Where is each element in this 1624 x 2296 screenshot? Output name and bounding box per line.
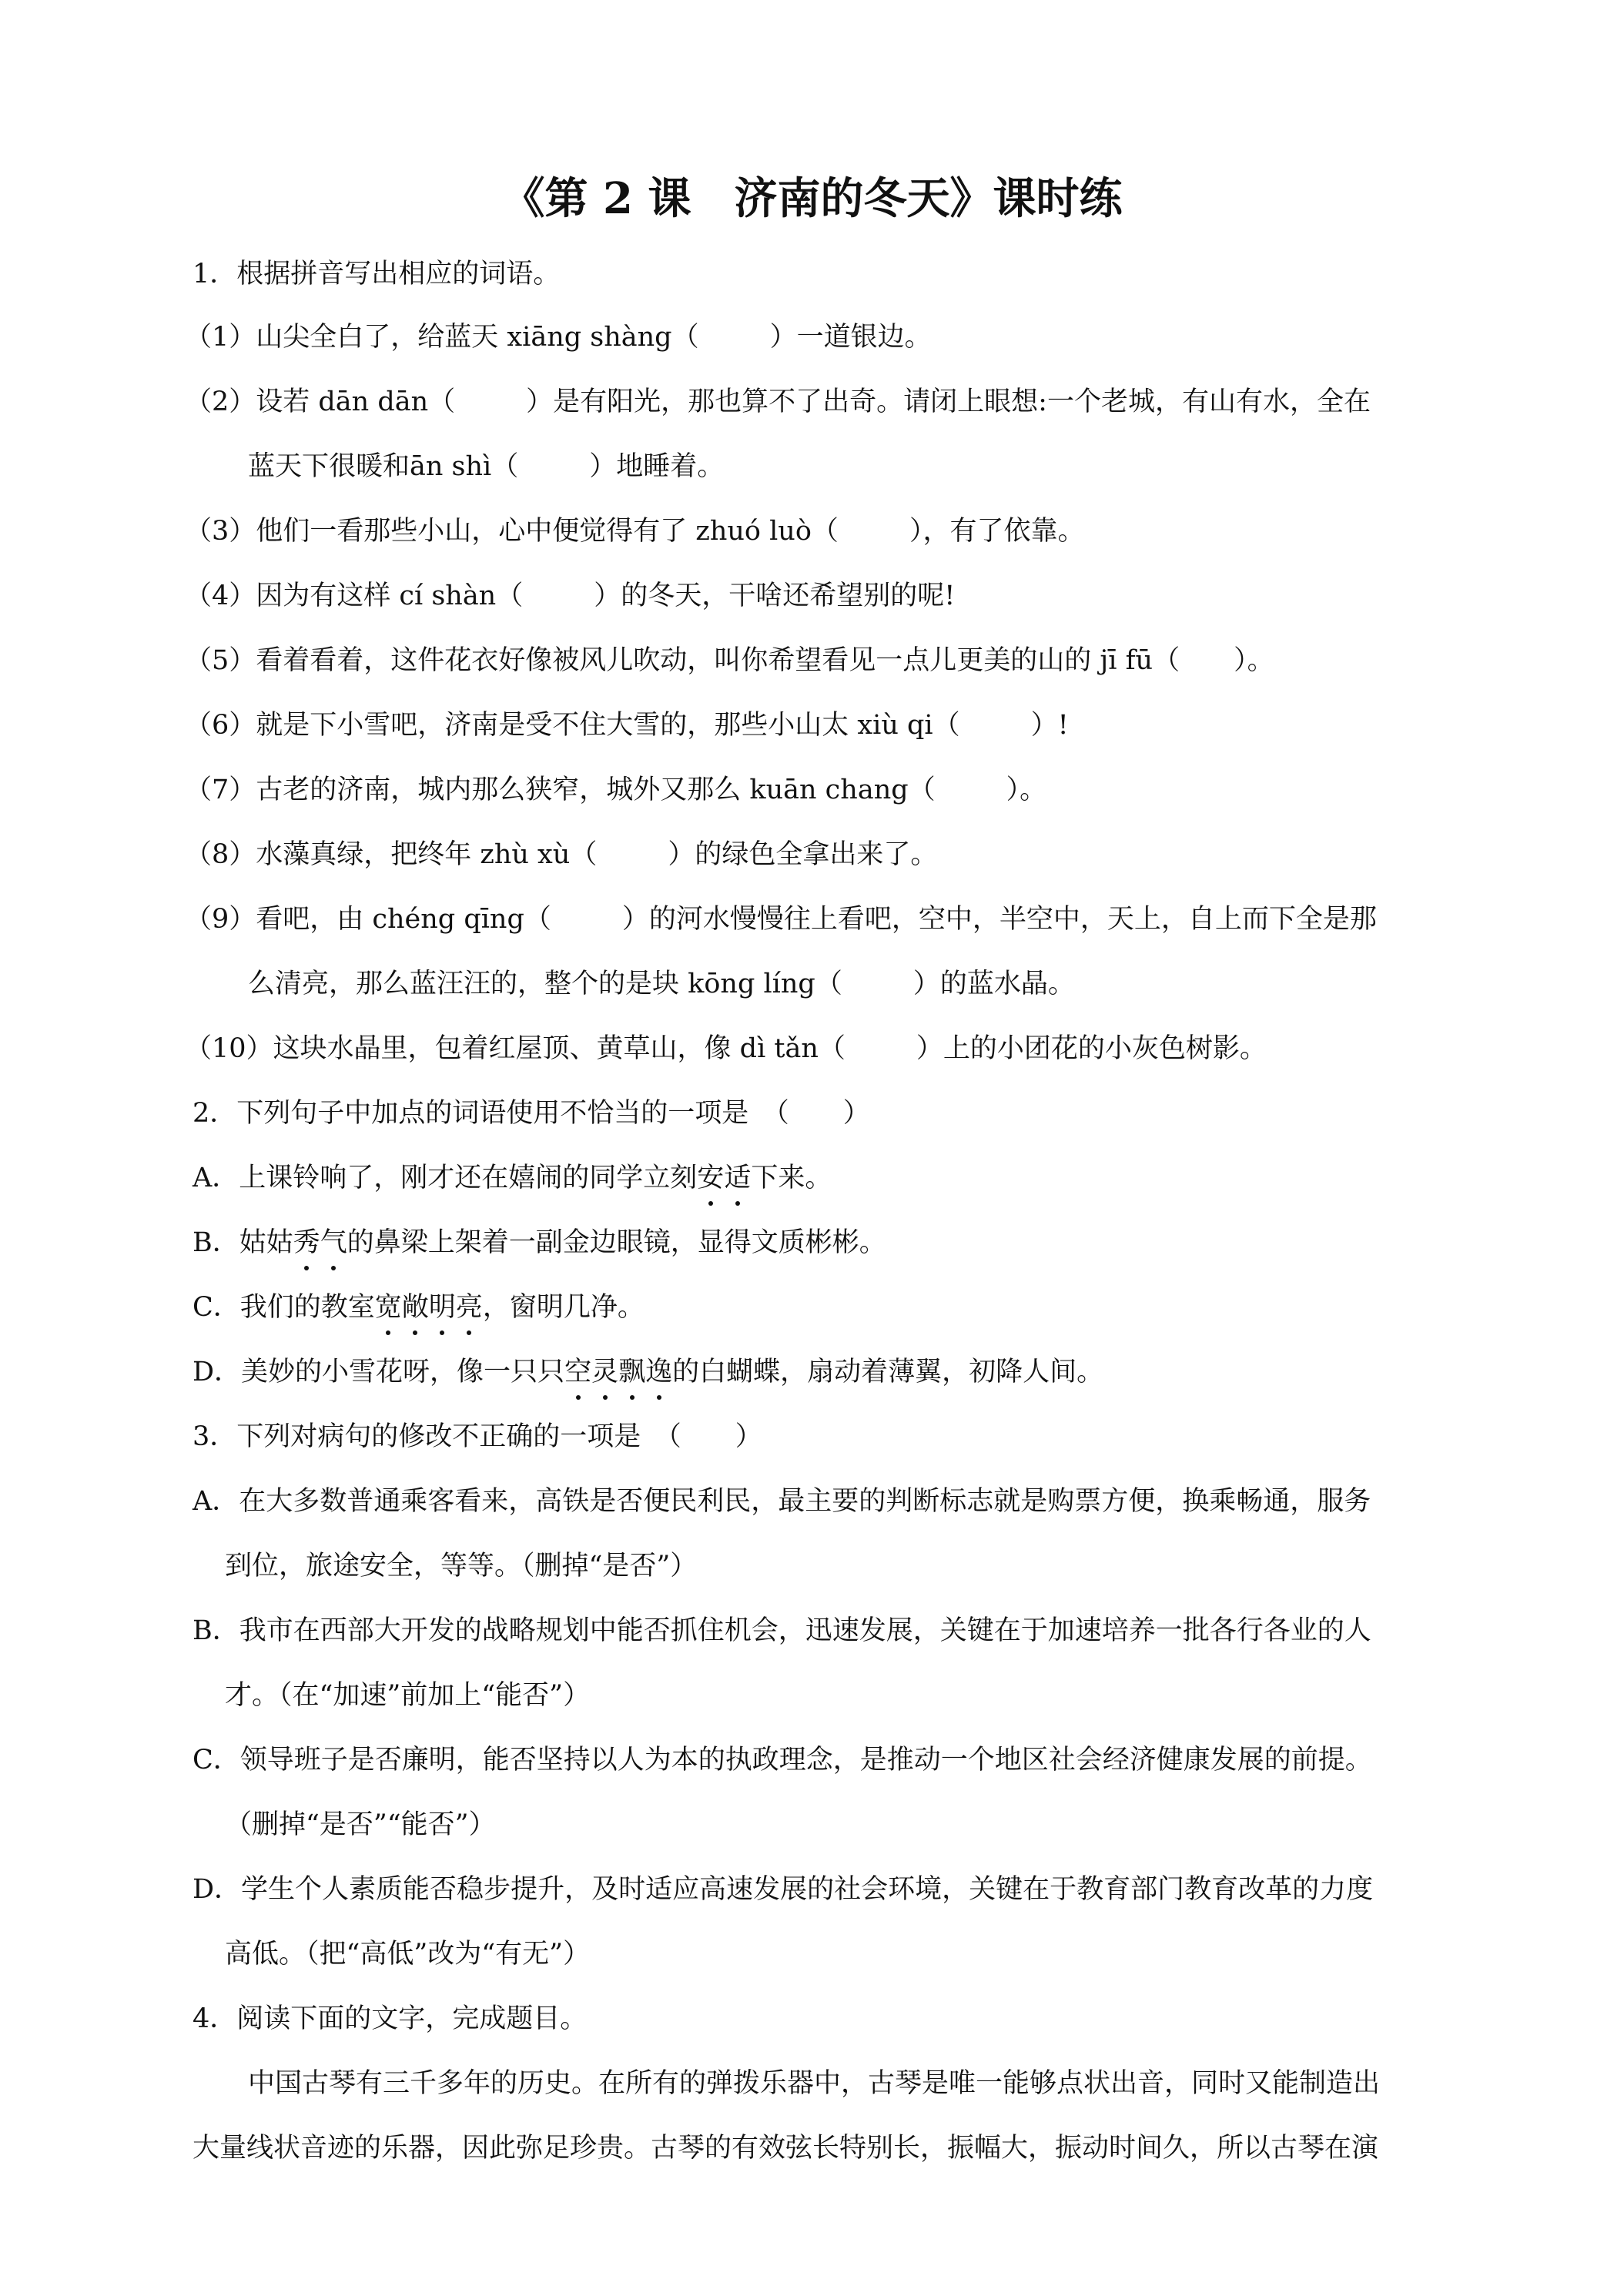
q1-item-7: （7）古老的济南，城内那么狭窄，城外又那么 kuān chang（ ）。 — [185, 775, 1047, 805]
q2-option-b: B．姑姑秀气的鼻梁上架着一副金边眼镜，显得文质彬彬。 — [193, 1223, 886, 1263]
q3-option-d-line-1: D．学生个人素质能否稳步提升，及时适应高速发展的社会环境，关键在于教育部门教育改革的力度 — [193, 1874, 1374, 1905]
emphasis-char: 宽 — [375, 1287, 402, 1327]
q3-option-b-line-1: B．我市在西部大开发的战略规划中能否抓住机会，迅速发展，关键在于加速培养一批各行各业的人 — [193, 1615, 1371, 1646]
emphasis-char: 敞 — [402, 1287, 429, 1327]
q1-item-9-cont: 么清亮，那么蓝汪汪的，整个的是块 kōng líng（ ）的蓝水晶。 — [248, 969, 1075, 999]
q3-stem: 3．下列对病句的修改不正确的一项是 （ ） — [193, 1421, 762, 1452]
q1-item-2: （2）设若 dān dān（ ）是有阳光，那也算不了出奇。请闭上眼想:一个老城，有山有水，全在 — [185, 387, 1371, 417]
q1-item-4: （4）因为有这样 cí shàn（ ）的冬天，干啥还希望别的呢! — [185, 581, 956, 611]
q1-item-6: （6）就是下小雪吧，济南是受不住大雪的，那些小山太 xiù qi（ ）! — [185, 710, 1069, 741]
emphasis-char: 秀 — [293, 1223, 320, 1263]
q1-item-3: （3）他们一看那些小山，心中便觉得有了 zhuó luò（ ），有了依靠。 — [185, 516, 1085, 547]
emphasis-char: 逸 — [645, 1352, 672, 1392]
emphasis-char: 空 — [564, 1352, 591, 1392]
q3-option-d-line-2: 高低。（把“高低”改为“有无”） — [225, 1939, 591, 1970]
q3-option-a-line-1: A．在大多数普通乘客看来，高铁是否便民利民，最主要的判断标志就是购票方便，换乘畅通，服务 — [193, 1486, 1371, 1517]
q2-option-d: D．美妙的小雪花呀，像一只只空灵飘逸的白蝴蝶，扇动着薄翼，初降人间。 — [193, 1352, 1103, 1392]
q3-option-c-line-1: C．领导班子是否廉明，能否坚持以人为本的执政理念，是推动一个地区社会经济健康发展的前提。 — [193, 1745, 1372, 1776]
q4-passage-line-2: 大量线状音迹的乐器，因此弥足珍贵。古琴的有效弦长特别长，振幅大，振动时间久，所以古琴在演 — [193, 2133, 1379, 2164]
q3-option-c-line-2: （删掉“是否”“能否”） — [225, 1809, 496, 1840]
q3-option-b-line-2: 才。（在“加速”前加上“能否”） — [225, 1680, 591, 1711]
q1-item-10: （10）这块水晶里，包着红屋顶、黄草山，像 dì tǎn（ ）上的小团花的小灰色树影。 — [185, 1033, 1267, 1064]
q1-item-1: （1）山尖全白了，给蓝天 xiāng shàng（ ）一道银边。 — [185, 322, 932, 353]
q3-option-a-line-2: 到位，旅途安全，等等。（删掉“是否”） — [225, 1551, 698, 1581]
q1-stem: 1．根据拼音写出相应的词语。 — [193, 259, 561, 290]
emphasis-char: 气 — [320, 1223, 347, 1263]
q4-passage-line-1: 中国古琴有三千多年的历史。在所有的弹拨乐器中，古琴是唯一能够点状出音，同时又能制造出 — [248, 2068, 1381, 2099]
q1-item-9: （9）看吧，由 chéng qīng（ ）的河水慢慢往上看吧，空中，半空中，天上，自上而下全是那 — [185, 904, 1377, 935]
q1-item-5: （5）看着看着，这件花衣好像被风儿吹动，叫你希望看见一点儿更美的山的 jī fū（ ）。 — [185, 645, 1274, 676]
emphasis-char: 适 — [724, 1158, 751, 1198]
q1-item-8: （8）水藻真绿，把终年 zhù xù（ ）的绿色全拿出来了。 — [185, 839, 938, 870]
q1-item-2-cont: 蓝天下很暖和ān shì（ ）地睡着。 — [248, 451, 725, 482]
emphasis-char: 灵 — [591, 1352, 618, 1392]
emphasis-char: 明 — [429, 1287, 456, 1327]
page-title: 《第 2 课 济南的冬天》课时练 — [501, 173, 1123, 224]
q2-stem: 2．下列句子中加点的词语使用不恰当的一项是 （ ） — [193, 1098, 870, 1129]
q4-stem: 4．阅读下面的文字，完成题目。 — [193, 2003, 588, 2034]
emphasis-char: 飘 — [618, 1352, 645, 1392]
q2-option-c: C．我们的教室宽敞明亮，窗明几净。 — [193, 1287, 645, 1327]
emphasis-char: 安 — [697, 1158, 724, 1198]
emphasis-char: 亮 — [456, 1287, 483, 1327]
q2-option-a: A．上课铃响了，刚才还在嬉闹的同学立刻安适下来。 — [193, 1158, 832, 1198]
